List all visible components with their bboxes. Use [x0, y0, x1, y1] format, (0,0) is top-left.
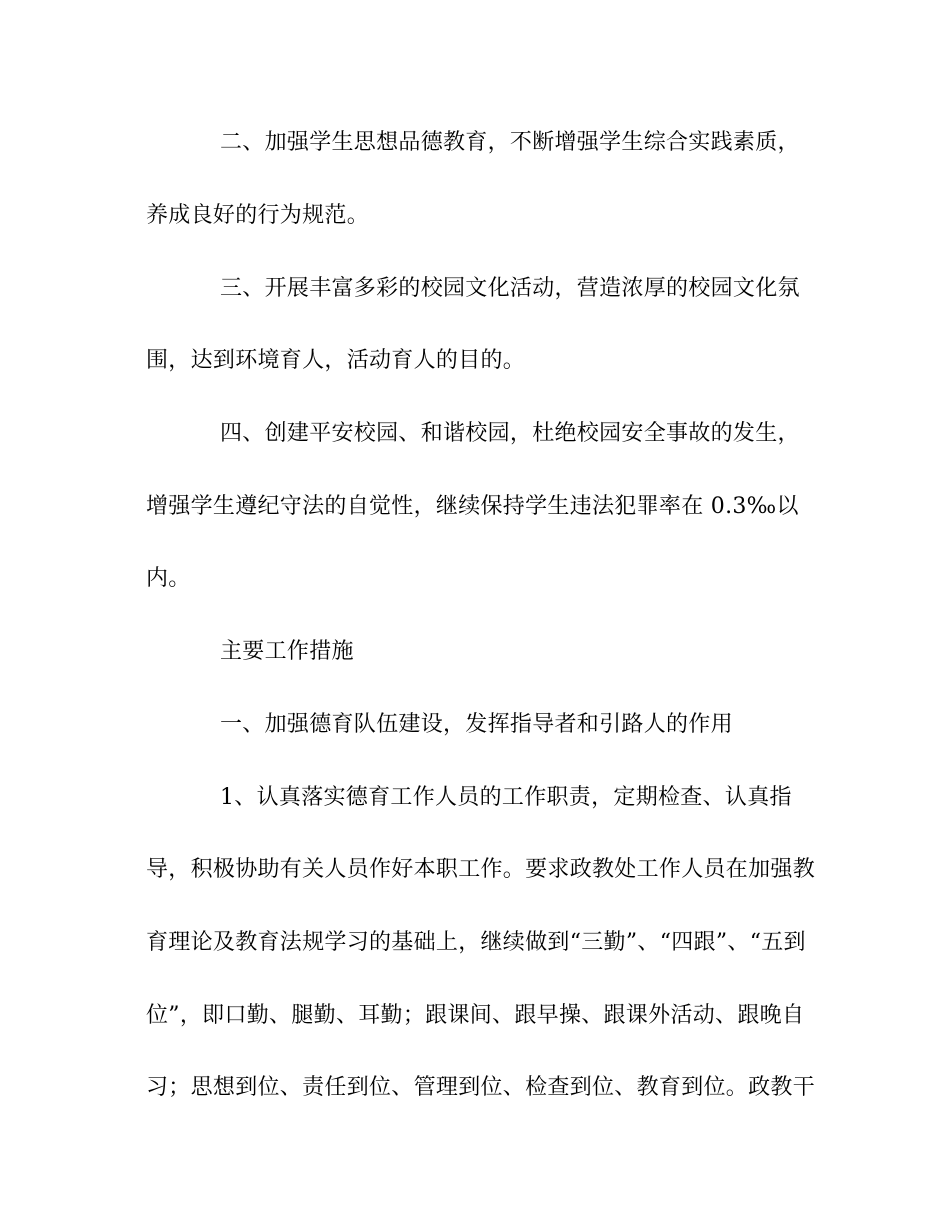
- paragraph-line: 三、开展丰富多彩的校园文化活动，营造浓厚的校园文化氛: [220, 276, 800, 301]
- paragraph-line: 导，积极协助有关人员作好本职工作。要求政教处工作人员在加强教: [146, 857, 816, 882]
- paragraph-line: 育理论及教育法规学习的基础上，继续做到“三勤”、“四跟”、“五到: [146, 930, 806, 955]
- paragraph-line: 1、认真落实德育工作人员的工作职责，定期检查、认真指: [220, 785, 792, 810]
- section-heading: 主要工作措施: [220, 639, 354, 664]
- paragraph-line: 养成良好的行为规范。: [146, 203, 370, 228]
- paragraph-line: 四、创建平安校园、和谐校园，杜绝校园安全事故的发生，: [220, 421, 800, 446]
- paragraph-line: 围，达到环境育人，活动育人的目的。: [146, 348, 526, 373]
- paragraph-line: 内。: [146, 566, 191, 591]
- paragraph-line: 增强学生遵纪守法的自觉性，继续保持学生违法犯罪率在 0.3‰以: [146, 494, 799, 519]
- paragraph-line: 位”，即口勤、腿勤、耳勤；跟课间、跟早操、跟课外活动、跟晚自: [146, 1003, 805, 1028]
- paragraph-line: 二、加强学生思想品德教育，不断增强学生综合实践素质，: [220, 130, 800, 155]
- paragraph-line: 习；思想到位、责任到位、管理到位、检查到位、教育到位。政教干: [146, 1075, 816, 1100]
- subsection-heading: 一、加强德育队伍建设，发挥指导者和引路人的作用: [220, 712, 733, 737]
